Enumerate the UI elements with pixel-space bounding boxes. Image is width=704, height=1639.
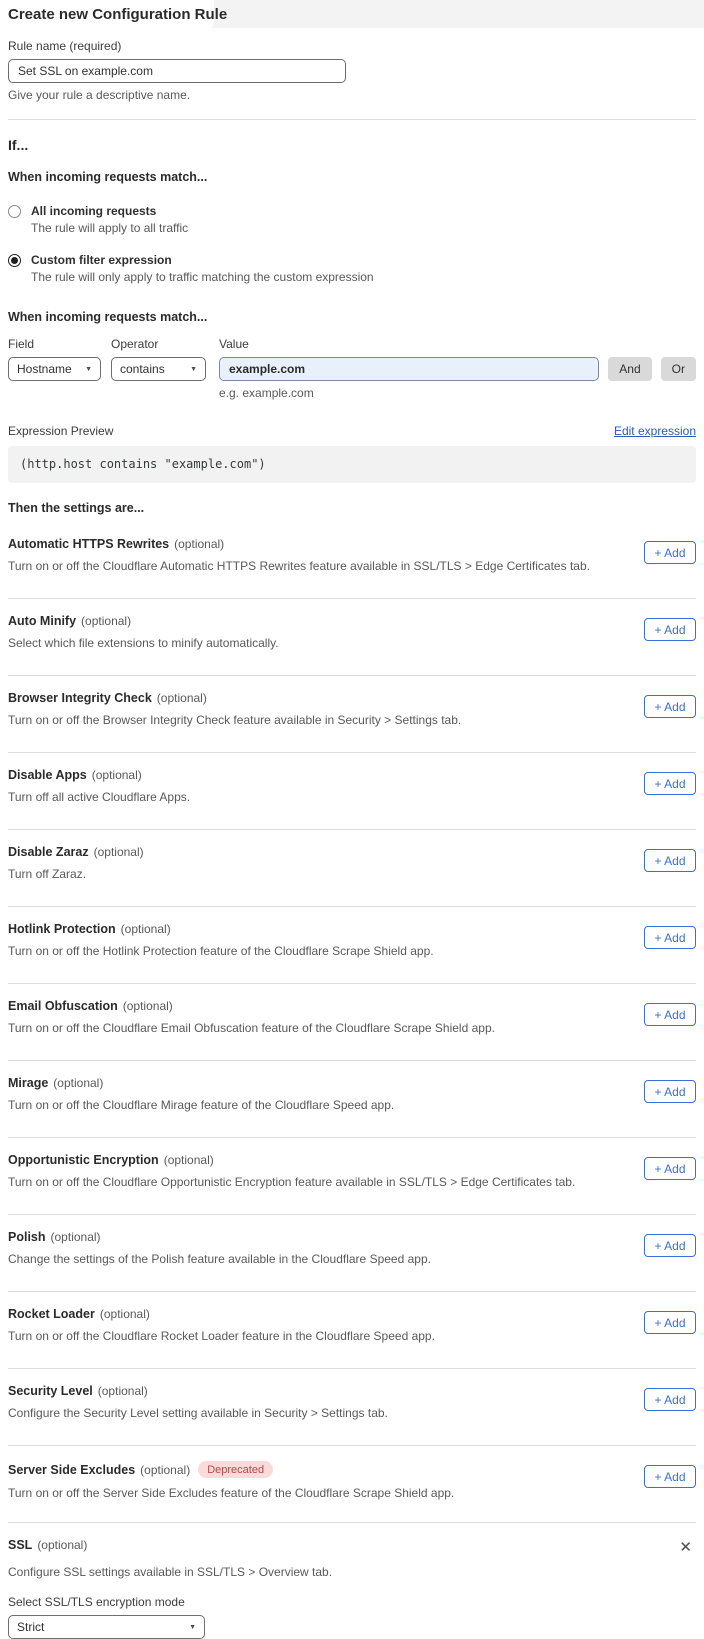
add-setting-button[interactable]: + Add bbox=[644, 1080, 696, 1103]
optional-label: (optional) bbox=[97, 1384, 148, 1398]
ssl-mode-select-value: Strict bbox=[17, 1620, 45, 1634]
setting-description: Turn on or off the Cloudflare Rocket Loader feature in the Cloudflare Speed app. bbox=[8, 1329, 435, 1343]
setting-row bbox=[8, 1215, 696, 1292]
then-settings-heading: Then the settings are... bbox=[8, 501, 145, 515]
setting-description: Turn on or off the Cloudflare Mirage feature of the Cloudflare Speed app. bbox=[8, 1098, 395, 1112]
add-setting-button[interactable]: + Add bbox=[644, 926, 696, 949]
expression-preview-label: Expression Preview bbox=[8, 424, 114, 438]
radio-selected-icon[interactable] bbox=[8, 254, 21, 267]
settings-list bbox=[8, 522, 696, 1639]
optional-label: (optional) bbox=[91, 768, 142, 782]
if-heading: If... bbox=[8, 137, 29, 153]
setting-description: Turn on or off the Hotlink Protection feature of the Cloudflare Scrape Shield app. bbox=[8, 944, 434, 958]
edit-expression-link[interactable]: Edit expression bbox=[613, 424, 696, 438]
value-label: Value bbox=[219, 337, 249, 351]
add-setting-button[interactable]: + Add bbox=[644, 618, 696, 641]
setting-name: Hotlink Protection bbox=[8, 922, 116, 936]
optional-label: (optional) bbox=[50, 1230, 101, 1244]
field-label: Field bbox=[8, 337, 35, 351]
setting-description: Configure the Security Level setting available in Security > Settings tab. bbox=[8, 1406, 388, 1420]
setting-description: Turn off all active Cloudflare Apps. bbox=[8, 790, 191, 804]
optional-label: (optional) bbox=[163, 1153, 214, 1167]
rule-name-input[interactable] bbox=[8, 59, 346, 83]
setting-row bbox=[8, 753, 696, 830]
setting-name: Security Level bbox=[8, 1384, 93, 1398]
setting-row bbox=[8, 1369, 696, 1446]
optional-label: (optional) bbox=[99, 1307, 150, 1321]
optional-label: (optional) bbox=[37, 1538, 88, 1552]
ssl-mode-label: Select SSL/TLS encryption mode bbox=[8, 1595, 185, 1609]
optional-label: (optional) bbox=[156, 691, 207, 705]
operator-select[interactable] bbox=[111, 357, 206, 381]
condition-row bbox=[8, 337, 696, 381]
setting-row bbox=[8, 907, 696, 984]
optional-label: (optional) bbox=[120, 922, 171, 936]
setting-description: Turn on or off the Server Side Excludes feature of the Cloudflare Scrape Shield app. bbox=[8, 1486, 455, 1500]
incoming-requests-heading: When incoming requests match... bbox=[8, 170, 208, 184]
chevron-down-icon: ▼ bbox=[190, 365, 197, 373]
radio-label: All incoming requests bbox=[31, 204, 157, 218]
chevron-down-icon: ▼ bbox=[85, 365, 92, 373]
chevron-down-icon: ▼ bbox=[189, 1623, 196, 1631]
setting-name: Automatic HTTPS Rewrites bbox=[8, 537, 170, 551]
setting-description: Turn on or off the Cloudflare Email Obfuscation feature of the Cloudflare Scrape Shield app. bbox=[8, 1021, 495, 1035]
field-select[interactable] bbox=[8, 357, 101, 381]
and-button[interactable]: And bbox=[608, 357, 651, 381]
deprecated-badge: Deprecated bbox=[198, 1461, 273, 1478]
setting-name: Disable Apps bbox=[8, 768, 87, 782]
page-title: Create new Configuration Rule bbox=[8, 6, 228, 23]
close-icon[interactable]: ✕ bbox=[679, 1539, 692, 1556]
setting-row bbox=[8, 830, 696, 907]
setting-row bbox=[8, 1446, 696, 1523]
setting-row bbox=[8, 984, 696, 1061]
setting-description: Turn on or off the Cloudflare Opportunistic Encryption feature available in SSL/TLS > Edge Certificates tab. bbox=[8, 1175, 576, 1189]
radio-option-all-incoming[interactable] bbox=[8, 204, 696, 235]
setting-name: Polish bbox=[8, 1230, 46, 1244]
setting-name: SSL bbox=[8, 1538, 33, 1552]
optional-label: (optional) bbox=[174, 537, 225, 551]
setting-row bbox=[8, 1061, 696, 1138]
setting-description: Configure SSL settings available in SSL/TLS > Overview tab. bbox=[8, 1565, 333, 1579]
setting-name: Browser Integrity Check bbox=[8, 691, 152, 705]
add-setting-button[interactable]: + Add bbox=[644, 772, 696, 795]
setting-name: Email Obfuscation bbox=[8, 999, 118, 1013]
value-helper: e.g. example.com bbox=[219, 386, 314, 400]
expression-preview-header bbox=[8, 424, 696, 438]
add-setting-button[interactable]: + Add bbox=[644, 1234, 696, 1257]
setting-row bbox=[8, 1292, 696, 1369]
add-setting-button[interactable]: + Add bbox=[644, 1311, 696, 1334]
setting-name: Mirage bbox=[8, 1076, 49, 1090]
section-divider bbox=[8, 119, 696, 120]
rule-name-label: Rule name (required) bbox=[8, 39, 122, 53]
add-setting-button[interactable]: + Add bbox=[644, 1003, 696, 1026]
or-button[interactable]: Or bbox=[661, 357, 696, 381]
add-setting-button[interactable]: + Add bbox=[644, 1157, 696, 1180]
setting-description: Turn on or off the Browser Integrity Check feature available in Security > Settings tab. bbox=[8, 713, 462, 727]
setting-name: Opportunistic Encryption bbox=[8, 1153, 159, 1167]
optional-label: (optional) bbox=[140, 1462, 191, 1477]
setting-name: Server Side Excludes bbox=[8, 1462, 136, 1477]
rule-name-helper: Give your rule a descriptive name. bbox=[8, 88, 191, 102]
setting-description: Select which file extensions to minify automatically. bbox=[8, 636, 279, 650]
setting-name: Disable Zaraz bbox=[8, 845, 89, 859]
optional-label: (optional) bbox=[81, 614, 132, 628]
setting-name: Rocket Loader bbox=[8, 1307, 95, 1321]
add-setting-button[interactable]: + Add bbox=[644, 541, 696, 564]
setting-row bbox=[8, 522, 696, 599]
ssl-mode-select[interactable] bbox=[8, 1615, 205, 1639]
setting-description: Turn off Zaraz. bbox=[8, 867, 87, 881]
radio-description: The rule will apply to all traffic bbox=[31, 221, 189, 235]
operator-select-value: contains bbox=[120, 362, 165, 376]
add-setting-button[interactable]: + Add bbox=[644, 695, 696, 718]
setting-name: Auto Minify bbox=[8, 614, 77, 628]
value-input[interactable] bbox=[219, 357, 599, 381]
setting-row bbox=[8, 676, 696, 753]
setting-row bbox=[8, 1138, 696, 1215]
radio-option-custom-filter[interactable] bbox=[8, 253, 696, 284]
radio-unselected-icon[interactable] bbox=[8, 205, 21, 218]
add-setting-button[interactable]: + Add bbox=[644, 1465, 696, 1488]
optional-label: (optional) bbox=[93, 845, 144, 859]
radio-label: Custom filter expression bbox=[31, 253, 172, 267]
setting-row bbox=[8, 599, 696, 676]
radio-description: The rule will only apply to traffic matching the custom expression bbox=[31, 270, 374, 284]
field-select-value: Hostname bbox=[17, 362, 72, 376]
optional-label: (optional) bbox=[122, 999, 173, 1013]
expression-builder-heading: When incoming requests match... bbox=[8, 310, 208, 324]
expression-preview-code: (http.host contains "example.com") bbox=[8, 446, 696, 483]
add-setting-button[interactable]: + Add bbox=[644, 849, 696, 872]
operator-label: Operator bbox=[111, 337, 159, 351]
setting-description: Change the settings of the Polish feature available in the Cloudflare Speed app. bbox=[8, 1252, 431, 1266]
optional-label: (optional) bbox=[53, 1076, 104, 1090]
ssl-setting-block bbox=[8, 1523, 696, 1639]
setting-description: Turn on or off the Cloudflare Automatic HTTPS Rewrites feature available in SSL/TLS > Edge Certificates tab. bbox=[8, 559, 590, 573]
add-setting-button[interactable]: + Add bbox=[644, 1388, 696, 1411]
